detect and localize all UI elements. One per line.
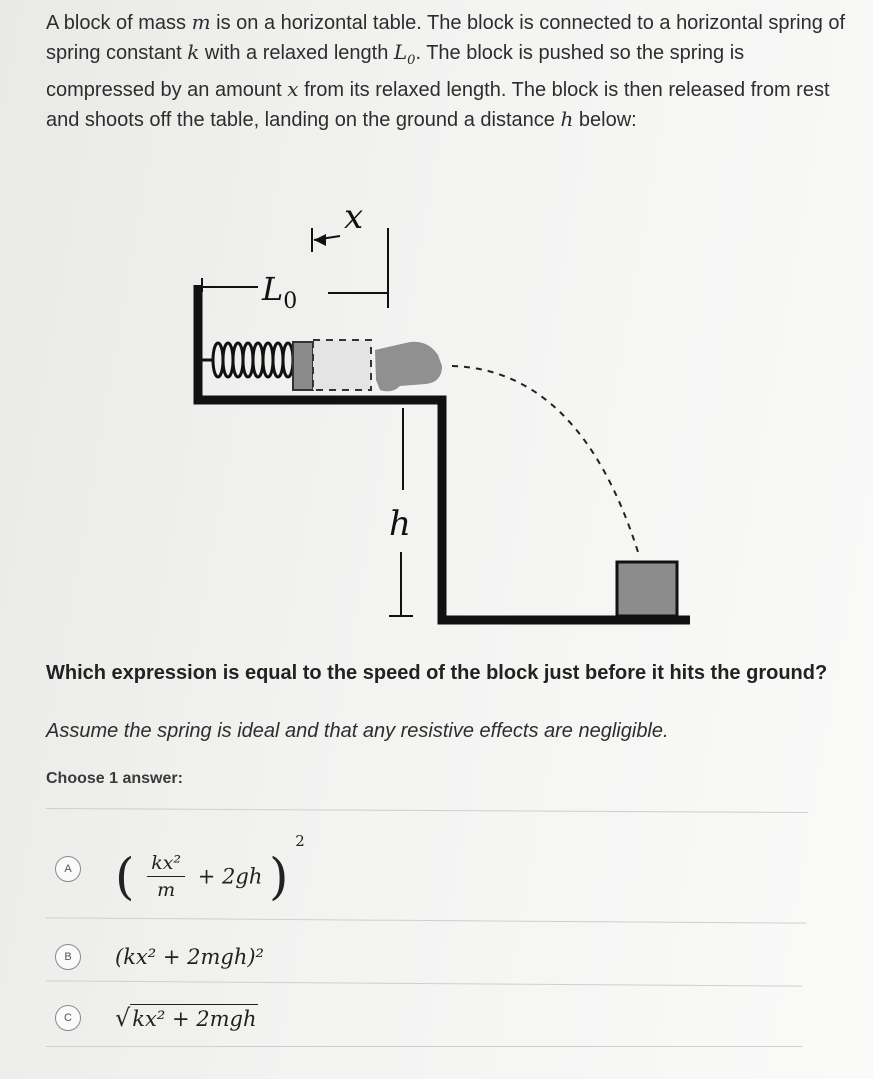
fraction-denominator: m bbox=[157, 879, 176, 901]
choice-a-expression bbox=[115, 832, 305, 906]
problem-text: below: bbox=[573, 108, 637, 131]
var-L: L bbox=[393, 39, 408, 64]
question-text: Which expression is equal to the speed of the block just before it hits the ground? bbox=[46, 662, 828, 684]
h-label: h bbox=[389, 504, 411, 544]
choice-b-expression: (kx² + 2mgh)² bbox=[115, 945, 264, 969]
choice-b-badge[interactable]: B bbox=[55, 944, 81, 970]
physics-diagram bbox=[180, 190, 700, 630]
var-m: m bbox=[191, 10, 211, 34]
x-arrow-head bbox=[314, 234, 326, 246]
compressed-block bbox=[293, 342, 313, 390]
problem-text: with a relaxed length bbox=[199, 41, 394, 64]
relaxed-position-outline bbox=[313, 340, 371, 390]
choice-a-badge[interactable]: A bbox=[55, 856, 81, 882]
spring bbox=[202, 343, 293, 377]
var-k: k bbox=[187, 39, 200, 64]
expression-term: + 2gh bbox=[197, 864, 263, 889]
choice-c-badge[interactable]: C bbox=[55, 1005, 81, 1031]
divider bbox=[46, 1046, 802, 1047]
trajectory-path bbox=[452, 366, 638, 552]
sqrt-radicand: kx² + 2mgh bbox=[130, 1004, 258, 1031]
fraction bbox=[147, 852, 185, 901]
choice-c[interactable] bbox=[55, 1004, 258, 1032]
sqrt-symbol: √ bbox=[115, 1004, 131, 1032]
choice-c-expression bbox=[115, 1004, 258, 1032]
x-label: x bbox=[344, 197, 364, 237]
divider bbox=[46, 808, 808, 813]
choice-b[interactable] bbox=[55, 944, 264, 970]
problem-text: from its relaxed length. The block is then released from rest and shoots off the table, landing on the ground a distance bbox=[46, 79, 830, 131]
right-paren: ) bbox=[269, 847, 289, 906]
assumption-text: Assume the spring is ideal and that any resistive effects are negligible. bbox=[46, 720, 669, 742]
problem-text: . The block is pushed so the spring is compressed by an amount bbox=[46, 41, 745, 101]
problem-text: A block of mass bbox=[46, 12, 192, 34]
hand-icon bbox=[375, 342, 442, 392]
problem-statement bbox=[46, 8, 846, 134]
choice-a[interactable] bbox=[55, 832, 305, 906]
var-x: x bbox=[287, 77, 299, 101]
landed-block bbox=[617, 562, 677, 616]
left-paren: ( bbox=[115, 847, 135, 906]
divider bbox=[46, 980, 802, 986]
var-h: h bbox=[560, 106, 574, 131]
divider bbox=[46, 917, 806, 923]
problem-text: is on a horizontal table. The block is connected to a horizontal spring of spring constant bbox=[46, 12, 846, 64]
choose-label: Choose 1 answer: bbox=[46, 770, 183, 787]
exponent: 2 bbox=[295, 832, 305, 850]
var-L-subscript: 0 bbox=[407, 52, 416, 68]
fraction-numerator: kx² bbox=[147, 852, 185, 877]
L0-label: $L_0$ bbox=[262, 270, 298, 314]
